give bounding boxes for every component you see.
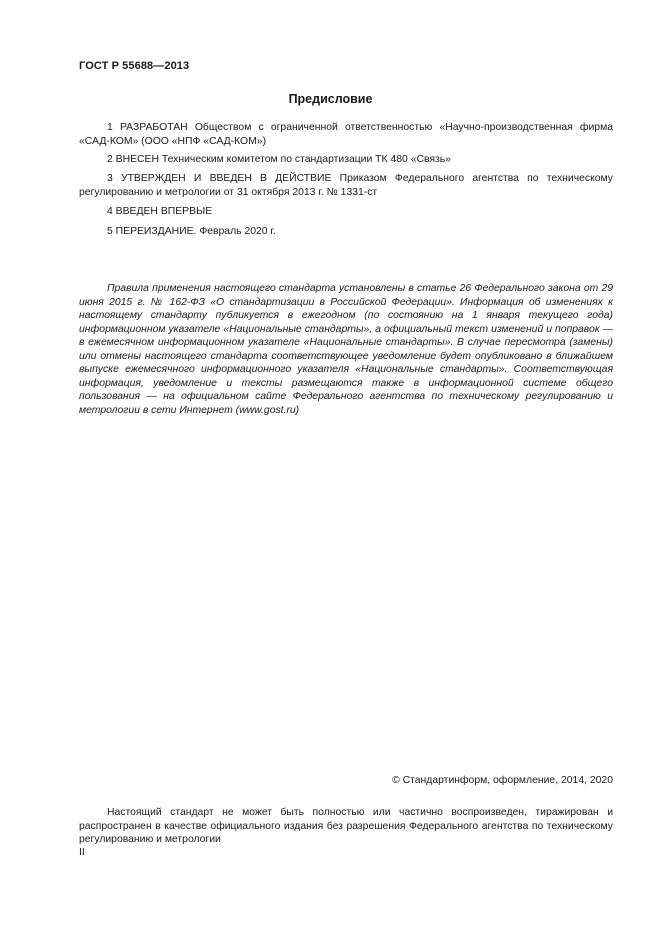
- preface-title: Предисловие: [288, 92, 373, 106]
- page-number: II: [79, 847, 85, 858]
- application-notice: Правила применения настоящего стандарта установлены в статье 26 Федерального закона от 29 июня 2015 г. № 162-ФЗ «О стандартизации в Российской Федерации». Информация об изменениях к настоящему стандарту публикуется в ежегодном (по состоянию на 1 января текущего года) информационном указателе «Национальные стандарты», а официальный текст изменений и поправок — в ежемесячном информационном указателе «Национальные стандарты». В случае пересмотра (замены) или отмены настоящего стандарта соответствующее уведомление будет опубликовано в ближайшем выпуске ежемесячного информационного указателя «Национальные стандарты». Соответствующая информация, уведомление и тексты размещаются также в информационной системе общего пользования — на официальном сайте Федерального агентства по техническому регулированию и метрологии в сети Интернет (www.gost.ru): [79, 283, 613, 416]
- preface-item-4: 4 ВВЕДЕН ВПЕРВЫЕ: [107, 206, 213, 217]
- copyright-line: © Стандартинформ, оформление, 2014, 2020: [392, 775, 613, 786]
- preface-item-2: 2 ВНЕСЕН Техническим комитетом по стандартизации ТК 480 «Связь»: [107, 154, 451, 165]
- document-code: ГОСТ Р 55688—2013: [79, 60, 190, 72]
- preface-item-5: 5 ПЕРЕИЗДАНИЕ. Февраль 2020 г.: [107, 226, 276, 237]
- preface-item-1: 1 РАЗРАБОТАН Обществом с ограниченной ответственностью «Научно-производственная фирма «САД-КОМ» (ООО «НПФ «САД-КОМ»): [79, 122, 613, 147]
- preface-item-3: 3 УТВЕРЖДЕН И ВВЕДЕН В ДЕЙСТВИЕ Приказом Федерального агентства по техническому регулированию и метрологии от 31 октября 2013 г. № 1331-ст: [79, 173, 613, 198]
- reproduction-rights: Настоящий стандарт не может быть полностью или частично воспроизведен, тиражирован и распространен в качестве официального издания без разрешения Федерального агентства по техническому регулированию и метрологии: [79, 807, 613, 845]
